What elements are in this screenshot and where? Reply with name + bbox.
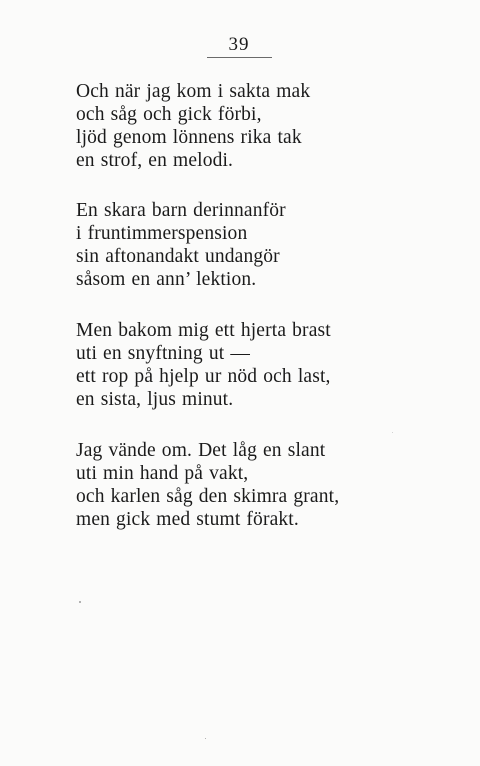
poem (76, 80, 456, 557)
poem-line: Men bakom mig ett hjerta brast (76, 320, 331, 341)
poem-line: Och när jag kom i sakta mak (76, 81, 311, 102)
poem-line: i fruntimmerspension (76, 223, 248, 244)
paper-speck (392, 432, 393, 433)
poem-line: uti en snyftning ut — (76, 343, 250, 364)
poem-line: Jag vände om. Det låg en slant (76, 440, 326, 461)
poem-line: och såg och gick förbi, (76, 104, 262, 125)
stanza-1 (76, 80, 456, 172)
poem-line: uti min hand på vakt, (76, 463, 249, 484)
poem-line: och karlen såg den skimra grant, (76, 486, 340, 507)
poem-line: såsom en ann’ lektion. (76, 269, 257, 290)
stanza-2 (76, 199, 456, 291)
paper-speck (205, 738, 206, 739)
page-header (0, 34, 480, 58)
poem-line: en strof, en melodi. (76, 150, 234, 171)
poem-line: ljöd genom lönnens rika tak (76, 127, 302, 148)
poem-line: sin aftonandakt undangör (76, 246, 280, 267)
poem-line: en sista, ljus minut. (76, 389, 234, 410)
poem-line: En skara barn derinnanför (76, 200, 286, 221)
paper-speck (79, 601, 81, 603)
page-number: 39 (207, 34, 272, 58)
stanza-3 (76, 319, 456, 411)
stanza-4 (76, 439, 456, 531)
poem-line: men gick med stumt förakt. (76, 509, 299, 530)
poem-line: ett rop på hjelp ur nöd och last, (76, 366, 331, 387)
